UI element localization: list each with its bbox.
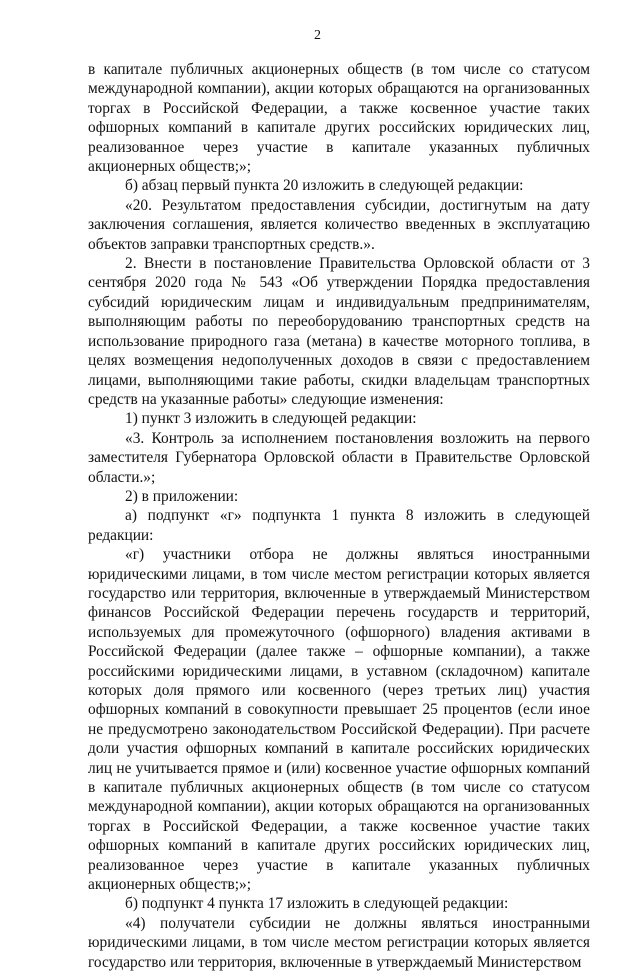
paragraph-subitem-4: «4) получатели субсидии не должны являться иностранными юридическими лицами, в том числе местом регистрации которых является государство или территория, включенные в утверждаемый Министерством [88,914,590,971]
document-body [88,60,590,972]
paragraph-point-3: «3. Контроль за исполнением постановления возложить на первого заместителя Губернатора Орловской области в Правительстве Орловской области.»; [88,429,590,486]
paragraph-item-b-point-17: б) подпункт 4 пункта 17 изложить в следующей редакции: [125,895,509,913]
paragraph-section-2: 2. Внести в постановление Правительства Орловской области от 3 сентября 2020 года № 543 «Об утверждении Порядка предоставления субсидий юридическим лицам и индивидуальным предпринимателям, выполняющим работы по переоборудованию транспортных средств на использование природного газа (метана) в качестве моторного топлива, в целях возмещения недополученных доходов в связи с предоставлением лицами, выполняющими такие работы, скидки владельцам транспортных средств на указанные работы» следующие изменения: [88,255,590,408]
paragraph-item-a: а) подпункт «г» подпункта 1 пункта 8 изложить в следующей редакции: [88,507,590,544]
paragraph-item-2: 2) в приложении: [125,487,239,505]
paragraph-item-b-abzac: б) абзац первый пункта 20 изложить в следующей редакции: [125,177,524,195]
paragraph-item-1: 1) пункт 3 изложить в следующей редакции: [125,410,417,428]
paragraph-point-20: «20. Результатом предоставления субсидии, достигнутым на дату заключения соглашения, является количество введенных в эксплуатацию объектов заправки транспортных средств.». [88,196,590,253]
paragraph-subitem-g: «г) участники отбора не должны являться иностранными юридическими лицами, в том числе местом регистрации которых является государство или территория, включенные в утверждаемый Министерством финансов Российской Федерации перечень государств и территорий, используемых для промежуточного (офшорного) владения активами в Российской Федерации (далее также – офшорные компании), а также российскими юридическими лицами, в уставном (складочном) капитале которых доля прямого или косвенного (через третьих лиц) участия офшорных компаний в совокупности превышает 25 процентов (если иное не предусмотрено законодательством Российской Федерации). При расчете доли участия офшорных компаний в капитале российских юридических лиц не учитывается прямое и (или) косвенное участие офшорных компаний в капитале публичных акционерных обществ (в том числе со статусом международной компании), акции которых обращаются на организованных торгах в Российской Федерации, а также косвенное участие таких офшорных компаний в капитале других российских юридических лиц, реализованное через участие в капитале указанных публичных акционерных обществ;»; [88,546,590,894]
page-number: 2 [314,28,321,43]
paragraph-continuation: в капитале публичных акционерных обществ (в том числе со статусом международной компании), акции которых обращаются на организованных торгах в Российской Федерации, а также косвенное участие таких офшорных компаний в капитале других российских юридических лиц, реализованное через участие в капитале указанных публичных акционерных обществ;»; [88,61,590,176]
